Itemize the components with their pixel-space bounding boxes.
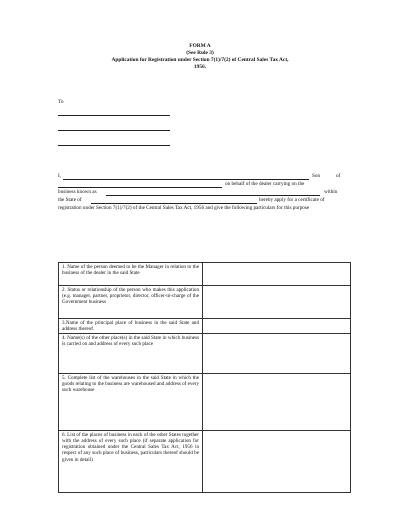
applicant-name-blank[interactable]: [63, 179, 309, 180]
address-line-1[interactable]: [58, 115, 170, 116]
declaration-line-1: [58, 173, 342, 180]
declaration-line-2: [58, 181, 342, 188]
answer-cell[interactable]: [203, 286, 351, 319]
table-row: [59, 431, 351, 493]
father-name-blank[interactable]: [58, 187, 222, 188]
rule-reference: (See Rule 3): [186, 50, 214, 56]
address-line-2[interactable]: [58, 130, 170, 131]
i-label: I,: [58, 173, 62, 179]
question-cell: 3.Name of the principal place of business in the said State and address thereof.: [59, 319, 203, 334]
table-row: [59, 319, 351, 334]
business-known-as-label: business known as: [58, 189, 97, 195]
answer-cell[interactable]: [203, 263, 351, 286]
state-name-blank[interactable]: [91, 203, 257, 204]
to-label: To: [58, 99, 64, 105]
within-label: within: [324, 189, 338, 195]
question-cell: 5. Complete list of the warehouses in the said State in which the goods relating to the business are warehoused and address of every such warehouse: [59, 374, 203, 431]
declaration-line-4: [58, 197, 342, 204]
table-row: [59, 334, 351, 374]
answer-cell[interactable]: [203, 431, 351, 493]
table-row: [59, 286, 351, 319]
question-cell: 6. List of the places of business in each of the other States together with the address of every such place (if separate application for registration obtained under the Central Sales Tax Act, 1956 in respect of any such place of business, particulars thereof should be given in detail): [59, 431, 203, 493]
particulars-table: [58, 262, 351, 493]
declaration-last-line: registration under Section 7(1)/7(2) of the Central Sales Tax Act, 1956 and give the following particulars for this purpose: [58, 205, 310, 211]
question-cell: 1. Name of the person deemed to be the Manager in relation to the business of the dealer in the said State: [59, 263, 203, 286]
form-subtitle-line2: 1956.: [193, 64, 207, 70]
hereby-text: hereby apply for a certificate of: [259, 197, 325, 203]
answer-cell[interactable]: [203, 319, 351, 334]
behalf-text: on behalf of the dealer carrying on the: [225, 181, 305, 187]
table-row: [59, 374, 351, 431]
form-subtitle-line1: Application for Registration under Section 7(1)/7(2) of Central Sales Tax Act,: [111, 57, 289, 63]
answer-cell[interactable]: [203, 334, 351, 374]
of-label: of: [336, 173, 341, 179]
son-label: Son: [312, 173, 321, 179]
form-title: FORM A: [189, 43, 211, 49]
table-row: [59, 263, 351, 286]
question-cell: 2. Status or relationship of the person who makes this application (e.g. manager, partner, proprietor, director, officer-in-charge of the Government business: [59, 286, 203, 319]
answer-cell[interactable]: [203, 374, 351, 431]
question-cell: 4. Name(s) of the other place(s) in the said State in which business is carried on and address of every such place: [59, 334, 203, 374]
declaration-line-3: [58, 189, 342, 196]
state-of-label: the State of: [58, 197, 82, 203]
address-line-3[interactable]: [58, 145, 170, 146]
business-name-blank[interactable]: [106, 195, 320, 196]
